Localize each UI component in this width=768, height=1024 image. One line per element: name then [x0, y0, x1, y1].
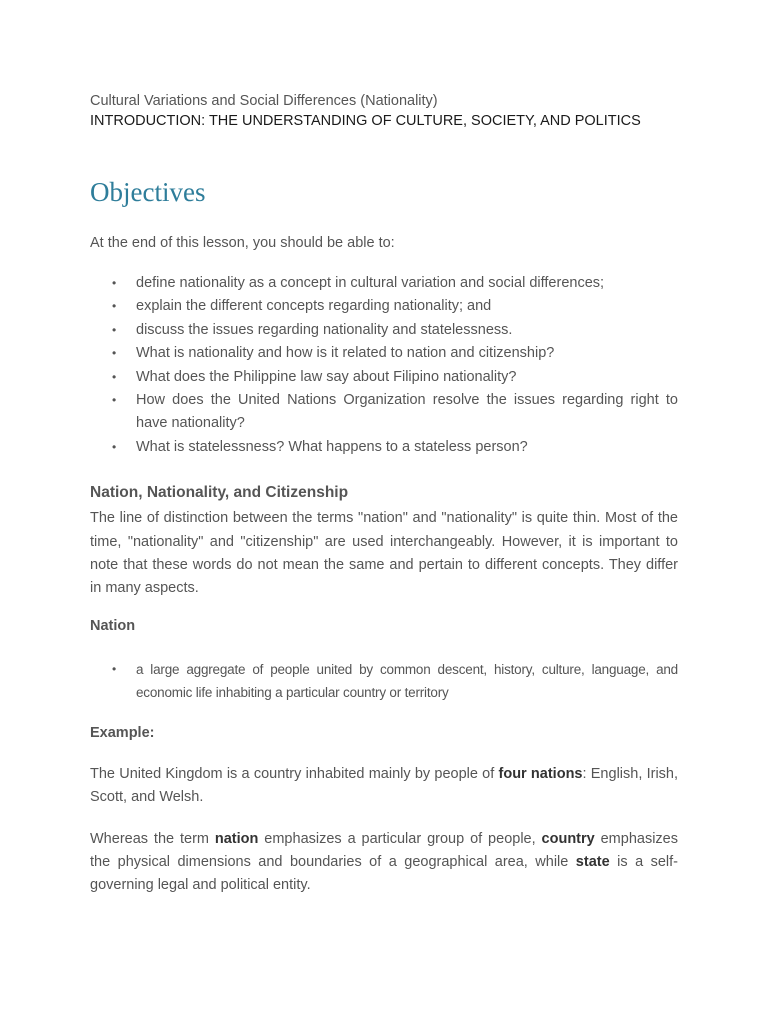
- section-paragraph: The line of distinction between the terms "nation" and "nationality" is quite thin. Most of the time, "nationality" and "citizenship" are used interchangeably. However, it is important to note that these words do not mean the same and pertain to different concepts. They differ in many aspects.: [90, 510, 678, 597]
- objectives-heading: Objectives: [90, 177, 206, 207]
- whereas-bold-state: state: [575, 853, 610, 870]
- list-item: [90, 658, 678, 705]
- list-item-text: define nationality as a concept in cultural variation and social differences;: [136, 275, 605, 291]
- bullet-icon: •: [112, 439, 117, 454]
- objectives-list: [90, 272, 678, 459]
- list-item: [90, 295, 678, 318]
- example-paragraph: [90, 763, 678, 810]
- list-item: [90, 319, 678, 342]
- example-text-before: The United Kingdom is a country inhabited mainly by people of: [90, 765, 499, 782]
- document-subtitle: Cultural Variations and Social Differences (Nationality): [90, 93, 438, 109]
- list-item: [90, 272, 678, 295]
- document-intro-title: INTRODUCTION: THE UNDERSTANDING OF CULTURE, SOCIETY, AND POLITICS: [90, 113, 641, 129]
- section-heading: Nation, Nationality, and Citizenship: [90, 484, 349, 502]
- bullet-icon: •: [112, 322, 117, 337]
- objectives-lead: At the end of this lesson, you should be able to:: [90, 235, 395, 251]
- bullet-icon: •: [112, 393, 117, 408]
- example-heading: Example:: [90, 724, 155, 741]
- nation-definition: a large aggregate of people united by common descent, history, culture, language, and economic life inhabiting a particular country or territory: [136, 661, 678, 701]
- example-bold-term: four nations: [498, 765, 583, 782]
- whereas-bold-country: country: [541, 830, 595, 847]
- whereas-text-2: emphasizes a particular group of people,: [258, 830, 542, 847]
- whereas-text-3: emphasizes the physical dimensions and boundaries of a geographical area, while: [90, 830, 678, 870]
- bullet-icon: •: [112, 299, 117, 314]
- nation-definition-list: [90, 658, 678, 705]
- nation-heading: Nation: [90, 617, 136, 634]
- bullet-icon: •: [112, 369, 117, 384]
- list-item-text: discuss the issues regarding nationality and statelessness.: [136, 321, 513, 338]
- bullet-icon: •: [112, 346, 117, 361]
- list-item: [90, 342, 678, 365]
- list-item-text: What does the Philippine law say about Filipino nationality?: [136, 368, 517, 385]
- list-item-text: explain the different concepts regarding nationality; and: [136, 298, 492, 315]
- list-item-text: What is statelessness? What happens to a stateless person?: [136, 438, 528, 455]
- list-item: [90, 366, 678, 389]
- list-item: [90, 389, 678, 436]
- whereas-text-4: is a self-governing legal and political entity.: [90, 853, 678, 894]
- list-item-text: What is nationality and how is it related to nation and citizenship?: [136, 345, 555, 362]
- whereas-bold-nation: nation: [214, 830, 259, 847]
- list-item-text: How does the United Nations Organization resolve the issues regarding right to have nationality?: [136, 392, 678, 432]
- bullet-icon: •: [112, 661, 117, 676]
- whereas-paragraph: [90, 828, 678, 898]
- list-item: [90, 436, 678, 459]
- example-text-after: : English, Irish, Scott, and Welsh.: [90, 765, 679, 806]
- bullet-icon: •: [112, 276, 117, 290]
- document-page: [90, 91, 678, 898]
- whereas-text-1: Whereas the term: [90, 830, 215, 847]
